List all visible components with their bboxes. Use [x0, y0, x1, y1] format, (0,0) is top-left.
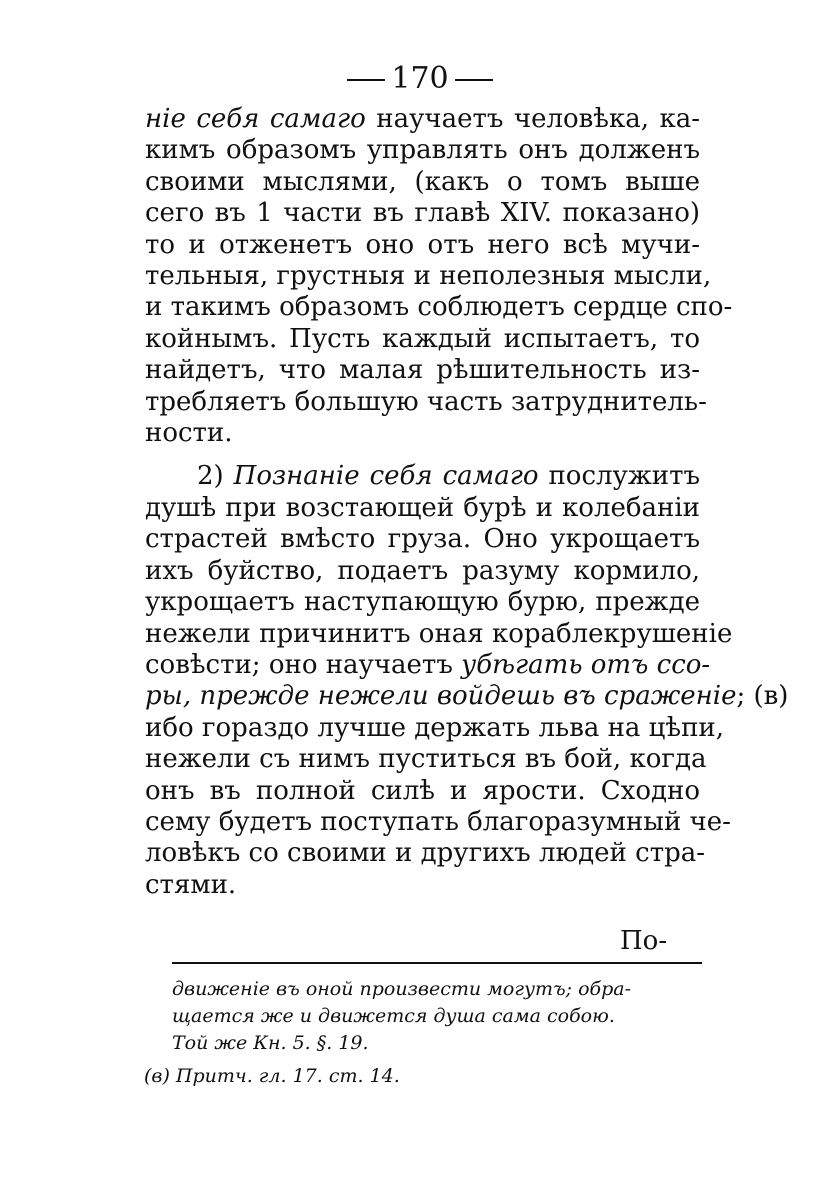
- text-line: требляетъ большую часть затруднитель-: [145, 386, 707, 417]
- text-line: [145, 681, 789, 712]
- footnote-line: Той же Кн. 5. §. 19.: [172, 1032, 369, 1054]
- text-line: душѣ при возстающей бурѣ и колебаніи: [145, 492, 700, 523]
- text-run: совѣсти; оно научаетъ: [145, 649, 462, 680]
- paragraph-number: 2): [197, 461, 224, 492]
- text-line: [145, 649, 711, 681]
- italic-phrase: убѣгать отъ ссо-: [461, 649, 711, 680]
- footnote-b: (в) Притч. гл. 17. ст. 14.: [144, 1065, 400, 1087]
- text-line: сему будетъ поступать благоразумный че-: [145, 806, 731, 837]
- text-line: кимъ образомъ управлять онъ долженъ: [145, 135, 700, 166]
- italic-phrase: Познаніе себя самаго: [233, 461, 539, 492]
- text-line: тельныя, грустныя и неполезныя мысли,: [145, 261, 712, 292]
- italic-phrase: ніе себя самаго: [145, 104, 366, 134]
- main-text: [145, 104, 789, 901]
- catchword: По-: [620, 926, 668, 956]
- text-line: [145, 104, 700, 135]
- paragraph-2: [145, 461, 789, 901]
- text-line: ихъ буйство, подаетъ разуму кормило,: [145, 555, 700, 586]
- text-line: стями.: [145, 869, 237, 900]
- text-line: своими мыслями, (какъ о томъ выше: [145, 166, 700, 197]
- footnotes: [144, 976, 702, 1090]
- text-line: нежели причинитъ оная кораблекрушеніе: [145, 618, 733, 649]
- text-line: страстей вмѣсто груза. Оно укрощаетъ: [145, 524, 700, 555]
- text-line: и такимъ образомъ соблюдетъ сердце спо-: [145, 292, 733, 323]
- page-number: 170: [391, 61, 449, 96]
- text-line: укрощаетъ наступающую бурю, прежде: [145, 587, 700, 618]
- footnote-line: щается же и движется душа сама собою.: [172, 1005, 615, 1027]
- text-line: нежели съ нимъ пуститься въ бой, когда: [145, 744, 707, 775]
- footnote-rule: [172, 962, 702, 964]
- text-run: научаетъ человѣка, ка-: [365, 104, 700, 134]
- text-line: найдетъ, что малая рѣшительность из-: [145, 355, 700, 386]
- footnote-line: движеніе въ оной произвести могутъ; обра-: [172, 978, 632, 1000]
- footnote-ref: ; (в): [736, 681, 789, 712]
- text-line: [145, 461, 700, 492]
- paragraph-1: [145, 104, 733, 449]
- paragraph-gap: [145, 449, 700, 461]
- header-dash-right: [455, 79, 493, 81]
- header-dash-left: [347, 79, 385, 81]
- text-line: ности.: [145, 418, 233, 449]
- text-line: ловѣкъ со своими и другихъ людей стра-: [145, 838, 706, 869]
- text-line: сего въ 1 части въ главѣ XIV. показано): [145, 198, 700, 229]
- text-run: послужитъ: [538, 461, 700, 492]
- italic-phrase: ры, прежде нежели войдешь въ сраженіе: [145, 681, 737, 712]
- text-line: койнымъ. Пусть каждый испытаетъ, то: [145, 323, 700, 354]
- text-line: онъ въ полной силѣ и ярости. Сходно: [145, 775, 700, 806]
- text-line: то и отженетъ оно отъ него всѣ мучи-: [145, 229, 700, 260]
- page-header: [330, 62, 510, 96]
- text-line: ибо гораздо лучше держать льва на цѣпи,: [145, 712, 725, 743]
